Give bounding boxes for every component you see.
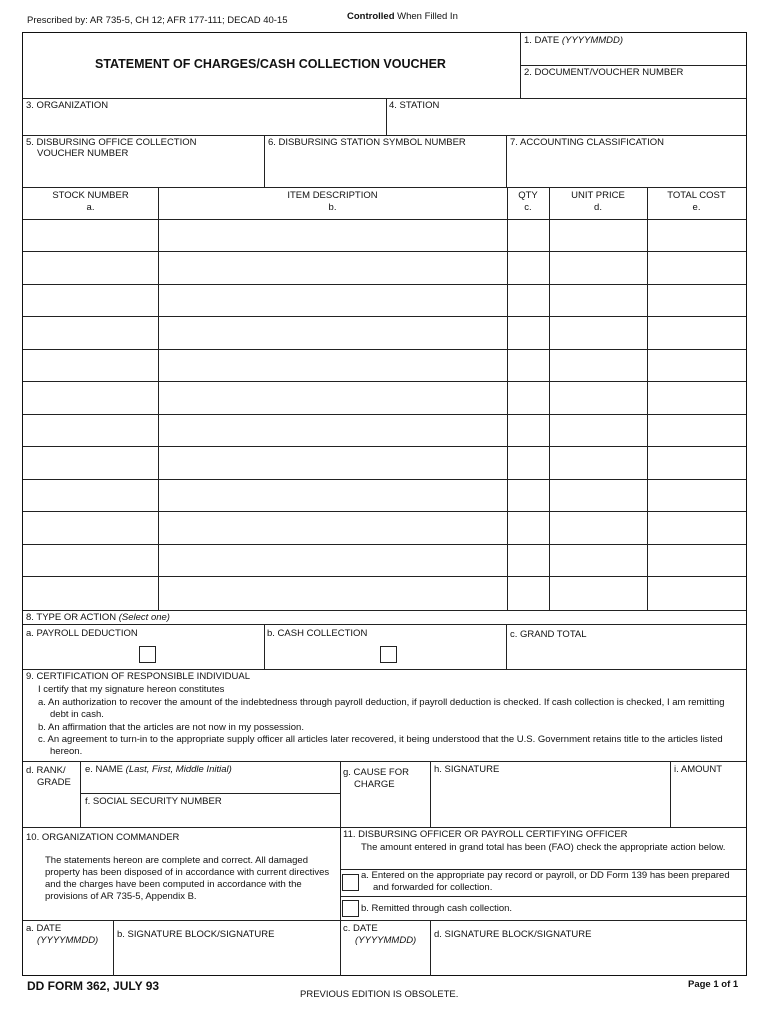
cash-remittance-checkbox[interactable] (342, 900, 359, 917)
cause-label-1: g. CAUSE FOR (343, 767, 409, 778)
document-number-field[interactable] (521, 66, 746, 98)
date-label: 1. DATE (524, 35, 560, 46)
table-row[interactable] (23, 415, 746, 446)
table-row[interactable] (23, 317, 746, 349)
controlled-notice (347, 11, 458, 23)
station-label: 4. STATION (389, 100, 440, 111)
prescribed-by: Prescribed by: AR 735-5, CH 12; AFR 177-111; DECAD 40-15 (27, 15, 288, 26)
table-row[interactable] (23, 512, 746, 544)
pay-record-checkbox[interactable] (342, 874, 359, 891)
certification-item-a: a. An authorization to recover the amount of the indebtedness through payroll deduction, if payroll deduction is checked. If cash collection is checked, I am remitting debt in cash. (38, 697, 725, 720)
col-qty: QTY c. (518, 190, 538, 213)
table-row[interactable] (23, 480, 746, 511)
table-row[interactable] (23, 545, 746, 576)
commander-date-label: a. DATE (26, 923, 62, 934)
amount-label: i. AMOUNT (674, 764, 723, 775)
ssn-label: f. SOCIAL SECURITY NUMBER (85, 796, 222, 807)
type-action-heading: 8. TYPE OR ACTION (Select one) (26, 612, 170, 623)
ssn-field[interactable] (81, 794, 340, 827)
commander-signature-field[interactable] (114, 921, 340, 976)
date-format: (YYYYMMDD) (561, 35, 624, 46)
payroll-deduction-label: a. PAYROLL DEDUCTION (26, 628, 138, 639)
pay-record-option: a. Entered on the appropriate pay record or payroll, or DD Form 139 has been prepared and forwarded for collection. (361, 870, 730, 893)
cause-for-charge-field[interactable] (341, 762, 430, 827)
rank-grade-field[interactable] (23, 762, 80, 827)
col-stock-number: STOCK NUMBER a. (52, 190, 129, 213)
commander-statement: The statements hereon are complete and correct. All damaged property has been disposed of in accordance with current directives and the charges have been computed in accordance with the provisions of AR 735-5, Appendix B. (45, 855, 330, 902)
form-number: DD FORM 362, JULY 93 (27, 979, 160, 993)
grand-total-label: c. GRAND TOTAL (510, 629, 587, 640)
certification-item-c: c. An agreement to turn-in to the appropriate supply officer all articles later recovered, it being understood that the U.S. Government retains title to the articles listed hereon. (38, 734, 723, 757)
commander-heading: 10. ORGANIZATION COMMANDER (26, 832, 180, 843)
previous-edition-note: PREVIOUS EDITION IS OBSOLETE. (300, 989, 459, 1000)
date-field[interactable] (521, 33, 746, 65)
col-item-description: ITEM DESCRIPTION b. (287, 190, 378, 213)
table-row[interactable] (23, 382, 746, 414)
table-row[interactable] (23, 350, 746, 381)
accounting-field[interactable] (507, 135, 746, 187)
controlled-rest: When Filled In (394, 11, 458, 22)
collection-voucher-label-2: VOUCHER NUMBER (37, 148, 129, 159)
name-label: e. NAME (85, 764, 124, 775)
cash-collection-checkbox[interactable] (380, 646, 397, 663)
table-row[interactable] (23, 220, 746, 251)
name-format: (Last, First, Middle Initial) (125, 764, 232, 775)
signature-field[interactable] (431, 762, 670, 827)
officer-date-label: c. DATE (343, 923, 378, 934)
certification-intro: I certify that my signature hereon constitutes (38, 684, 225, 695)
payroll-deduction-checkbox[interactable] (139, 646, 156, 663)
organization-label: 3. ORGANIZATION (26, 100, 109, 111)
controlled-bold: Controlled (347, 11, 395, 22)
officer-date-format: (YYYYMMDD) (355, 935, 417, 946)
grade-label: GRADE (37, 777, 71, 788)
document-number-label: 2. DOCUMENT/VOUCHER NUMBER (524, 67, 684, 78)
certification-heading: 9. CERTIFICATION OF RESPONSIBLE INDIVIDUAL (26, 671, 250, 682)
cash-collection-label: b. CASH COLLECTION (267, 628, 368, 639)
officer-date-field[interactable] (341, 921, 430, 976)
station-symbol-field[interactable] (265, 135, 506, 187)
col-unit-price: UNIT PRICE d. (571, 190, 625, 213)
officer-signature-field[interactable] (431, 921, 746, 976)
cash-remittance-option: b. Remitted through cash collection. (361, 903, 513, 914)
signature-label: h. SIGNATURE (434, 764, 500, 775)
commander-signature-label: b. SIGNATURE BLOCK/SIGNATURE (117, 929, 275, 940)
name-field[interactable] (81, 762, 340, 793)
officer-signature-label: d. SIGNATURE BLOCK/SIGNATURE (434, 929, 592, 940)
collection-voucher-label-1: 5. DISBURSING OFFICE COLLECTION (26, 137, 197, 148)
organization-field[interactable] (23, 98, 386, 135)
disbursing-officer-heading: 11. DISBURSING OFFICER OR PAYROLL CERTIFYING OFFICER (343, 829, 628, 840)
station-symbol-label: 6. DISBURSING STATION SYMBOL NUMBER (268, 137, 466, 148)
rank-label: d. RANK/ (26, 765, 66, 776)
grand-total-field[interactable] (507, 625, 746, 669)
col-total-cost: TOTAL COST e. (667, 190, 726, 213)
accounting-label: 7. ACCOUNTING CLASSIFICATION (510, 137, 664, 148)
collection-voucher-field[interactable] (23, 135, 264, 187)
table-row[interactable] (23, 577, 746, 610)
table-row[interactable] (23, 447, 746, 479)
station-field[interactable] (387, 98, 746, 135)
cause-label-2: CHARGE (354, 779, 395, 790)
commander-date-format: (YYYYMMDD) (37, 935, 99, 946)
table-row[interactable] (23, 285, 746, 316)
certification-item-b: b. An affirmation that the articles are not now in my possession. (38, 722, 304, 733)
table-row[interactable] (23, 252, 746, 284)
form-title: STATEMENT OF CHARGES/CASH COLLECTION VOUCHER (95, 57, 446, 71)
commander-date-field[interactable] (23, 921, 113, 976)
page-number: Page 1 of 1 (688, 979, 739, 990)
disbursing-officer-text: The amount entered in grand total has been (FAO) check the appropriate action below. (361, 842, 726, 853)
amount-field[interactable] (671, 762, 746, 827)
